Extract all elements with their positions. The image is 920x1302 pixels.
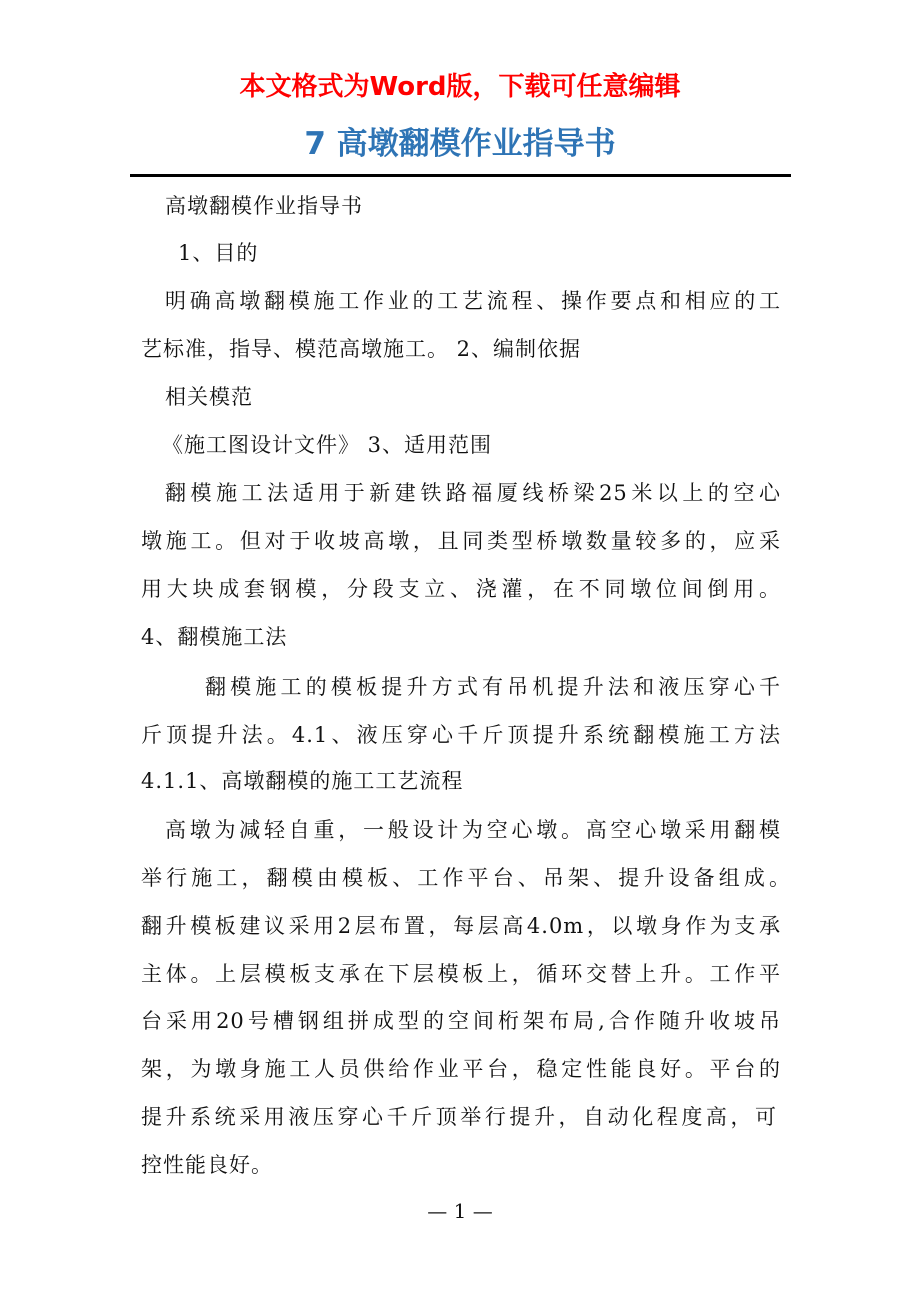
text-line: 翻模施工法适用于新建铁路福厦线桥梁25米以上的空心 [165,481,781,505]
text-line: 斤顶提升法。4.1、液压穿心千斤顶提升系统翻模施工方法 [141,723,781,747]
text-line: 主体。上层模板支承在下层模板上，循环交替上升。工作平 [141,962,781,986]
title-divider [130,174,791,177]
text-line: 高墩为减轻自重，一般设计为空心墩。高空心墩采用翻模 [165,818,781,842]
section-heading: 4、翻模施工法 [141,625,288,649]
text-line: 控性能良好。 [141,1153,273,1177]
editable-notice-banner: 本文格式为Word版，下载可任意编辑 [239,72,681,102]
text-line: 艺标准，指导、模范高墩施工。 2、编制依据 [141,337,582,361]
text-line: 明确高墩翻模施工作业的工艺流程、操作要点和相应的工 [165,289,781,313]
text-line: 相关模范 [165,385,253,409]
text-line: 高墩翻模作业指导书 [165,194,363,218]
text-line: 翻升模板建议采用2层布置，每层高4.0m，以墩身作为支承 [141,914,781,938]
text-line: 架，为墩身施工人员供给作业平台，稳定性能良好。平台的 [141,1057,781,1081]
page-number: — 1 — [427,1199,493,1223]
section-heading: 4.1.1、高墩翻模的施工工艺流程 [141,769,464,793]
text-line: 举行施工，翻模由模板、工作平台、吊架、提升设备组成。 [141,866,791,890]
text-line: 用大块成套钢模，分段支立、浇灌，在不同墩位间倒用。 [141,577,781,601]
text-line: 《施工图设计文件》 3、适用范围 [162,433,493,457]
document-title: 7 高墩翻模作业指导书 [304,126,616,162]
text-line: 台采用20号槽钢组拼成型的空间桁架布局,合作随升收坡吊 [141,1009,781,1033]
text-line: 翻模施工的模板提升方式有吊机提升法和液压穿心千 [205,675,781,699]
text-line: 墩施工。但对于收坡高墩，且同类型桥墩数量较多的，应采 [141,529,781,553]
section-heading: 1、目的 [178,241,259,265]
text-line: 提升系统采用液压穿心千斤顶举行提升，自动化程度高，可 [141,1105,777,1129]
